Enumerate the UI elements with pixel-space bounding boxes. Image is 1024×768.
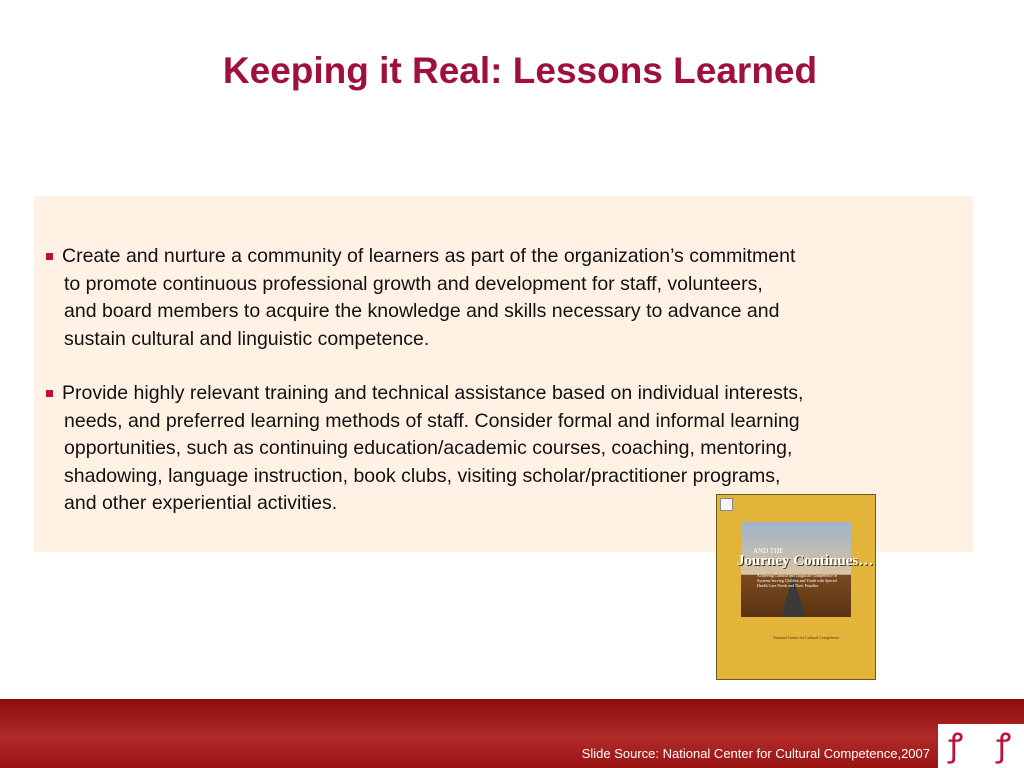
book-subtitle: Achieving Cultural and Linguistic Competence in Systems Serving Children and Youth with Special Health Care Needs and Their Families <box>757 573 837 588</box>
image-placeholder-icon <box>720 498 733 511</box>
book-title: Journey Continues… <box>737 553 874 569</box>
bullet-2-line-5: and other experiential activities. <box>64 492 338 514</box>
figure-icon: ꝭ <box>996 726 1012 764</box>
bullet-2-line-4: shadowing, language instruction, book clubs, visiting scholar/practitioner programs, <box>64 464 781 487</box>
slide-source: Slide Source: National Center for Cultural Competence,2007 <box>581 746 930 761</box>
bullet-2-line-3: opportunities, such as continuing education/academic courses, coaching, mentoring, <box>64 437 793 459</box>
bullet-1-line-2: to promote continuous professional growth and development for staff, volunteers, <box>64 272 763 295</box>
ncc-logo-icon <box>938 724 1024 768</box>
bullet-marker-icon <box>46 390 53 397</box>
bullet-item-1 <box>46 243 946 353</box>
bullet-1-line-3: and board members to acquire the knowledge and skills necessary to advance and <box>64 300 780 322</box>
bullet-2-line-2: needs, and preferred learning methods of staff. Consider formal and informal learning <box>64 409 800 432</box>
book-small-heading: AND THE <box>753 547 784 555</box>
bullet-marker-icon <box>46 253 53 260</box>
footer-bar <box>0 699 1024 768</box>
slide-title: Keeping it Real: Lessons Learned <box>222 50 818 91</box>
book-cover-image <box>716 494 876 680</box>
bullet-1-line-1: Create and nurture a community of learners as part of the organization’s commitment <box>62 245 796 267</box>
book-publisher: National Center for Cultural Competence <box>773 635 840 640</box>
bullet-2-line-1: Provide highly relevant training and technical assistance based on individual interests, <box>62 382 804 404</box>
figure-icon: ꝭ <box>948 726 964 764</box>
bullet-1-line-4: sustain cultural and linguistic competence. <box>64 327 430 350</box>
